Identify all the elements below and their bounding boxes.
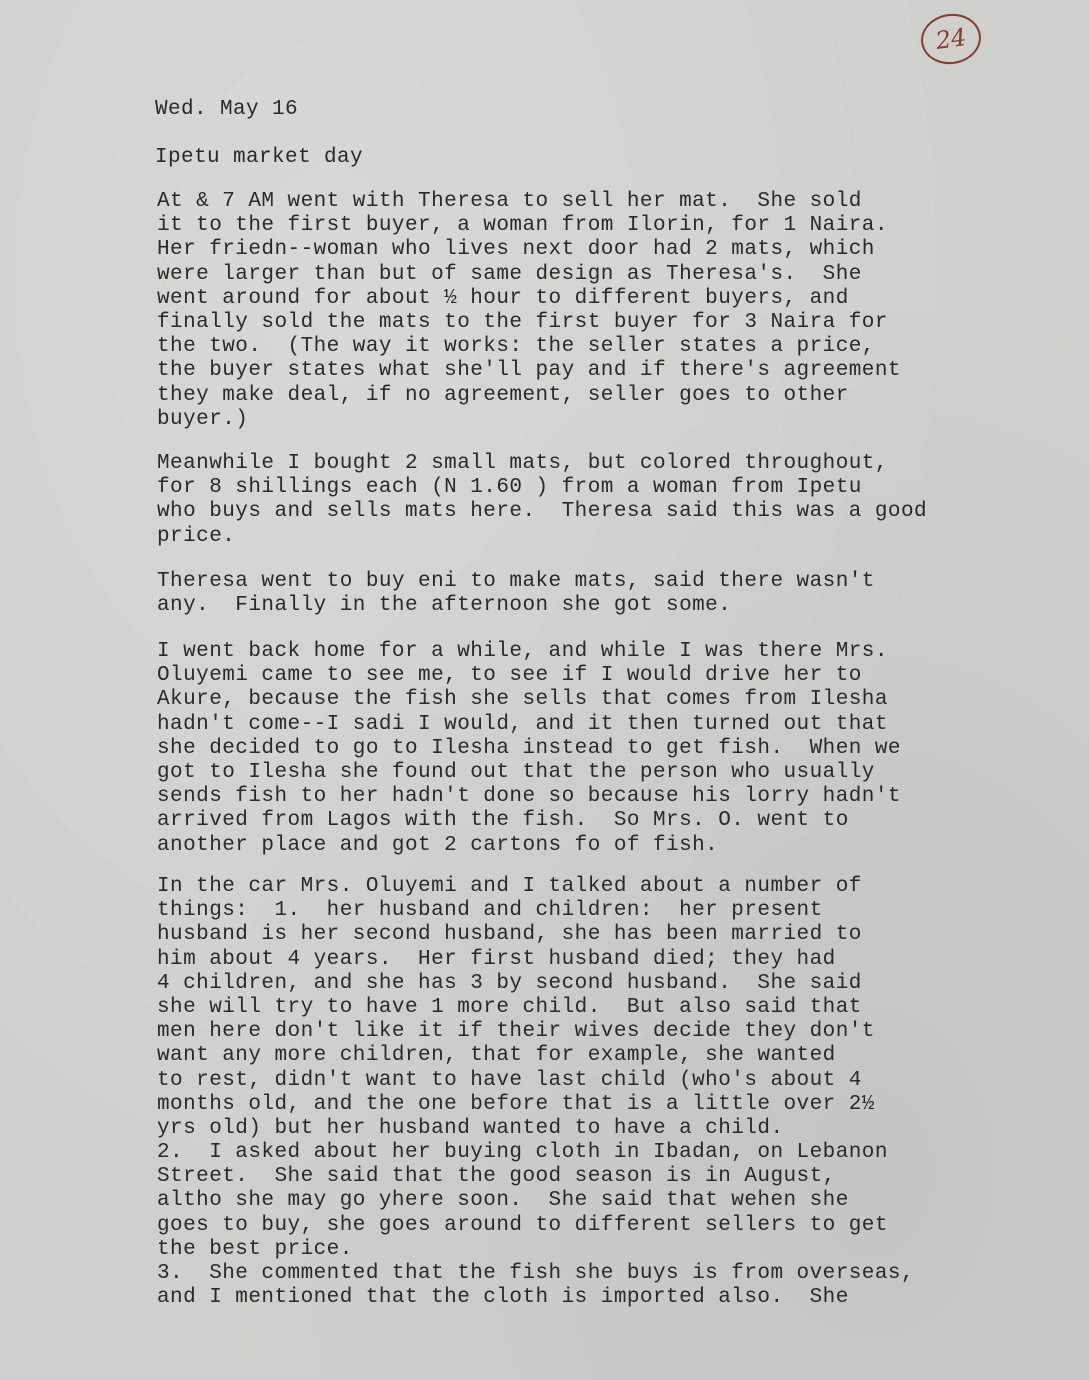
text-line: 4 children, and she has 3 by second husband. She said <box>157 971 862 995</box>
text-line: Her friedn--woman who lives next door had 2 mats, which <box>157 238 875 262</box>
text-line: who buys and sells mats here. Theresa said this was a good <box>157 500 928 524</box>
text-line: went around for about ½ hour to different buyers, and <box>157 286 849 310</box>
text-line: At & 7 AM went with Theresa to sell her mat. She sold <box>157 190 862 213</box>
text-line: the two. (The way it works: the seller states a price, <box>157 335 875 359</box>
heading: Ipetu market day <box>155 146 364 169</box>
date-line: Wed. May 16 <box>155 98 299 121</box>
text-line: price. <box>157 524 236 548</box>
text-line: got to Ilesha she found out that the person who usually <box>157 760 875 784</box>
text-line: she decided to go to Ilesha instead to get fish. When we <box>157 736 901 760</box>
text-line: 3. She commented that the fish she buys is from overseas, <box>157 1262 915 1285</box>
text-line: it to the first buyer, a woman from Ilorin, for 1 Naira. <box>157 214 888 238</box>
text-line: finally sold the mats to the first buyer for 3 Naira for <box>157 310 888 334</box>
text-line: for 8 shillings each (N 1.60 ) from a woman from Ipetu <box>157 476 862 500</box>
paragraph-4 <box>157 640 901 858</box>
text-line: husband is her second husband, she has been married to <box>157 923 862 947</box>
text-line: yrs old) but her husband wanted to have a child. <box>157 1116 784 1140</box>
text-line: I went back home for a while, and while I was there Mrs. <box>157 640 888 663</box>
text-line: want any more children, that for example, she wanted <box>157 1044 836 1068</box>
text-line: hadn't come--I sadi I would, and it then turned out that <box>157 712 888 736</box>
text-line: the best price. <box>157 1237 353 1261</box>
text-line: months old, and the one before that is a little over 2½ <box>157 1092 875 1116</box>
text-line: Street. She said that the good season is in August, <box>157 1165 836 1189</box>
text-line: she will try to have 1 more child. But also said that <box>157 995 862 1019</box>
text-line: Theresa went to buy eni to make mats, said there wasn't <box>157 570 875 593</box>
text-line: altho she may go yhere soon. She said that wehen she <box>157 1189 849 1213</box>
text-line: were larger than but of same design as Theresa's. She <box>157 262 862 286</box>
text-line: another place and got 2 cartons fo of fish. <box>157 833 719 857</box>
text-line: goes to buy, she goes around to different sellers to get <box>157 1213 888 1237</box>
text-line: In the car Mrs. Oluyemi and I talked about a number of <box>157 875 862 898</box>
text-line: sends fish to her hadn't done so because his lorry hadn't <box>157 785 901 809</box>
text-line: buyer.) <box>157 407 249 431</box>
text-line: arrived from Lagos with the fish. So Mrs. O. went to <box>157 809 849 833</box>
paragraph-3 <box>157 570 875 618</box>
text-line: and I mentioned that the cloth is imported also. She <box>157 1286 849 1310</box>
page-number-stamp: 24 <box>918 10 984 68</box>
text-line: they make deal, if no agreement, seller goes to other <box>157 383 849 407</box>
text-line: things: 1. her husband and children: her present <box>157 899 823 923</box>
paragraph-5 <box>157 875 914 1310</box>
text-line: men here don't like it if their wives decide they don't <box>157 1020 875 1044</box>
paragraph-2 <box>157 452 927 549</box>
text-line: the buyer states what she'll pay and if there's agreement <box>157 359 901 383</box>
text-line: any. Finally in the afternoon she got some. <box>157 594 732 618</box>
text-line: Meanwhile I bought 2 small mats, but colored throughout, <box>157 452 888 475</box>
text-line: 2. I asked about her buying cloth in Ibadan, on Lebanon <box>157 1141 888 1165</box>
text-line: him about 4 years. Her first husband died; they had <box>157 947 836 971</box>
text-line: to rest, didn't want to have last child (who's about 4 <box>157 1068 862 1092</box>
paragraph-1 <box>157 190 901 432</box>
text-line: Akure, because the fish she sells that comes from Ilesha <box>157 688 888 712</box>
text-line: Oluyemi came to see me, to see if I would drive her to <box>157 664 862 688</box>
